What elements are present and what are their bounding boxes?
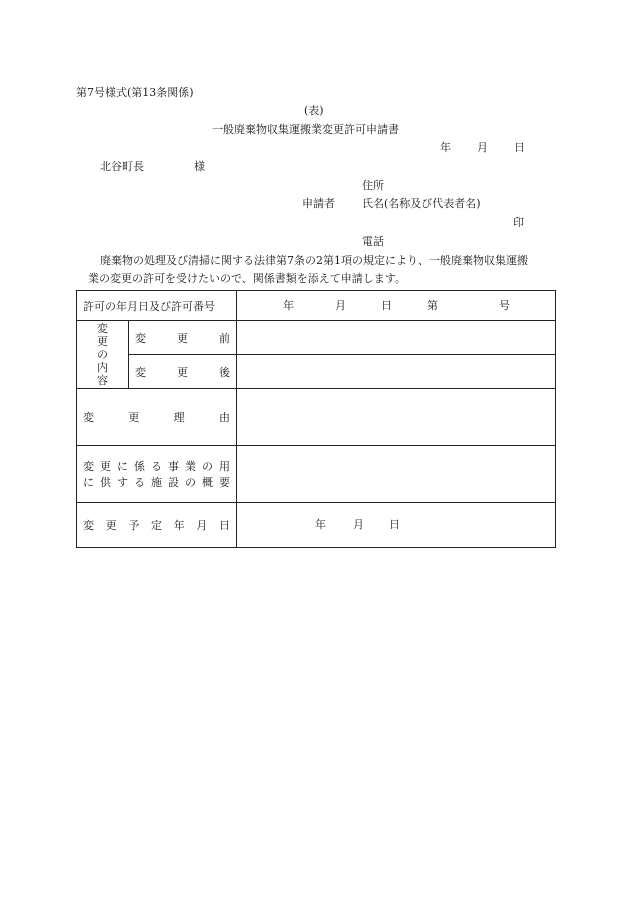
addressee-honorific: 様 — [194, 160, 205, 173]
change-after-row — [77, 355, 556, 389]
form-title: 一般廃棄物収集運搬業変更許可申請書 — [212, 123, 399, 136]
reason-label-cell — [77, 389, 237, 446]
date-year: 年 — [440, 141, 451, 154]
reason-row — [77, 389, 556, 446]
seal-mark: 印 — [513, 216, 524, 229]
planned-year-label: 年 — [315, 518, 326, 531]
change-content-label: 変更の内容 — [97, 322, 108, 387]
facility-field[interactable] — [237, 446, 556, 503]
planned-date-label: 変 更 予 定 年 月 日 — [83, 519, 230, 532]
planned-month-label: 月 — [353, 518, 364, 531]
after-label: 変 更 後 — [135, 365, 230, 379]
planned-date-field[interactable] — [237, 503, 556, 548]
after-field[interactable] — [237, 355, 556, 389]
planned-date-row — [77, 503, 556, 548]
planned-day-label: 日 — [389, 518, 400, 531]
change-before-row — [77, 321, 556, 355]
permit-year-label: 年 — [283, 298, 294, 312]
date-line — [440, 141, 525, 155]
before-label-cell — [129, 321, 237, 355]
address-label: 住所 — [362, 179, 384, 192]
date-day: 日 — [514, 141, 525, 154]
reason-field[interactable] — [237, 389, 556, 446]
date-month: 月 — [477, 141, 488, 154]
permit-date-number-field[interactable] — [237, 291, 556, 321]
permit-dai-label: 第 — [427, 298, 438, 312]
permit-month-label: 月 — [335, 298, 346, 312]
facility-label-cell — [77, 446, 237, 503]
before-label: 変 更 前 — [135, 331, 230, 345]
application-table — [76, 290, 556, 548]
after-label-cell — [129, 355, 237, 389]
addressee-name: 北谷町長 — [100, 160, 144, 173]
phone-label: 電話 — [362, 235, 384, 248]
permit-go-label: 号 — [499, 298, 510, 312]
change-content-label-cell — [77, 321, 129, 389]
permit-day-label: 日 — [381, 298, 392, 312]
facility-label-line2: に 供 す る 施 設 の 概 要 — [83, 476, 230, 489]
form-number: 第7号様式(第13条関係) — [76, 86, 194, 99]
facility-row — [77, 446, 556, 503]
applicant-role-label: 申請者 — [302, 197, 335, 210]
applicant-name-label: 氏名(名称及び代表者名) — [362, 197, 481, 210]
before-field[interactable] — [237, 321, 556, 355]
planned-date-label-cell — [77, 503, 237, 548]
reason-label: 変 更 理 由 — [83, 411, 230, 424]
permit-date-number-label: 許可の年月日及び許可番号 — [77, 291, 237, 321]
permit-row — [77, 291, 556, 321]
body-text-line1: 廃棄物の処理及び清掃に関する法律第7条の2第1項の規定により、一般廃棄物収集運搬 — [100, 254, 528, 267]
facility-label-line1: 変 更 に 係 る 事 業 の 用 — [83, 460, 230, 473]
body-text-line2: 業の変更の許可を受けたいので、関係書類を添えて申請します。 — [88, 272, 406, 285]
side-label: (表) — [304, 104, 324, 117]
